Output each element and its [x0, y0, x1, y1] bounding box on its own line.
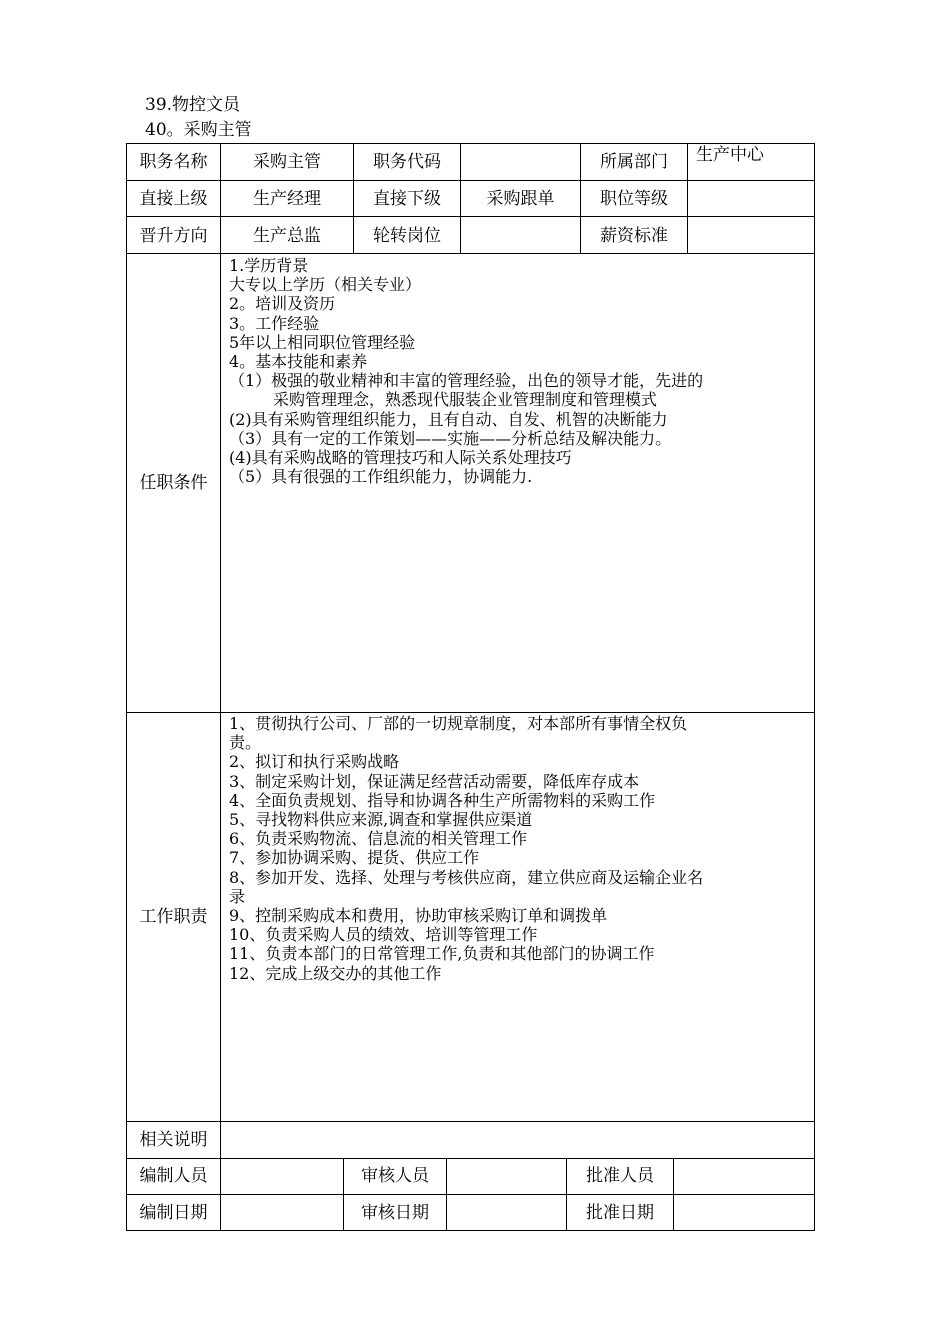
label-approved-date: 批准日期 [586, 1203, 654, 1223]
label-job-code: 职务代码 [373, 152, 441, 172]
row-divider [126, 1194, 815, 1195]
qualification-line: 4。基本技能和素养 [229, 352, 368, 372]
qualification-line: （1）极强的敬业精神和丰富的管理经验，出色的领导才能，先进的 [229, 371, 704, 391]
duty-line: 2、拟订和执行采购战略 [229, 752, 400, 772]
row-divider [126, 712, 815, 713]
label-job-grade: 职位等级 [600, 189, 668, 209]
duty-line: 11、负责本部门的日常管理工作,负责和其他部门的协调工作 [229, 944, 655, 964]
label-direct-superior: 直接上级 [139, 189, 208, 209]
duty-line: 5、寻找物料供应来源,调查和掌握供应渠道 [229, 810, 533, 830]
label-duties: 工作职责 [139, 907, 208, 927]
qualification-line: （3）具有一定的工作策划——实施——分析总结及解决能力。 [229, 428, 672, 448]
row-divider [126, 216, 815, 217]
duty-line: 录 [229, 886, 246, 906]
label-prepared-by: 编制人员 [139, 1166, 208, 1186]
label-promotion-path: 晋升方向 [139, 226, 208, 246]
section-heading-prev: 39.物控文员 [145, 95, 241, 115]
row-divider [126, 180, 815, 181]
qualification-line: 3。工作经验 [229, 313, 320, 333]
label-reviewed-date: 审核日期 [361, 1203, 429, 1223]
value-direct-superior: 生产经理 [253, 189, 321, 209]
row-divider [126, 1121, 815, 1122]
duties-text [229, 714, 814, 983]
duty-line: 1、贯彻执行公司、厂部的一切规章制度，对本部所有事情全权负 [229, 714, 688, 733]
duty-line: 9、控制采购成本和费用，协助审核采购订单和调拨单 [229, 906, 608, 926]
label-notes: 相关说明 [139, 1130, 208, 1150]
value-department: 生产中心 [696, 145, 764, 165]
value-direct-subordinate: 采购跟单 [486, 189, 555, 209]
qualification-line: 2。培训及资历 [229, 294, 336, 314]
qualification-line: (4)具有采购战略的管理技巧和人际关系处理技巧 [229, 448, 572, 468]
col-divider [687, 143, 688, 253]
qualification-line: 大专以上学历（相关专业） [229, 275, 422, 295]
label-job-title: 职务名称 [139, 152, 208, 172]
section-heading-current: 40。采购主管 [145, 120, 252, 140]
qualification-line: 5年以上相同职位管理经验 [229, 332, 416, 352]
qualification-line: 采购管理理念，熟悉现代服装企业管理制度和管理模式 [273, 390, 658, 410]
row-divider [126, 253, 815, 254]
label-approved-by: 批准人员 [586, 1166, 654, 1186]
col-divider [220, 143, 221, 1231]
value-job-title: 采购主管 [253, 152, 321, 172]
row-divider [126, 1158, 815, 1159]
duty-line: 6、负责采购物流、信息流的相关管理工作 [229, 829, 528, 849]
col-divider [446, 1158, 447, 1231]
label-rotation-post: 轮转岗位 [373, 226, 441, 246]
duty-line: 责。 [229, 733, 262, 753]
value-promotion-path: 生产总监 [253, 226, 321, 246]
label-qualifications: 任职条件 [139, 473, 208, 493]
qualification-line: (2)具有采购管理组织能力，且有自动、自发、机智的决断能力 [229, 409, 668, 429]
duty-line: 3、制定采购计划，保证满足经营活动需要，降低库存成本 [229, 771, 640, 791]
duty-line: 10、负责采购人员的绩效、培训等管理工作 [229, 925, 538, 945]
qualification-line: （5）具有很强的工作组织能力，协调能力. [229, 467, 533, 487]
col-divider [673, 1158, 674, 1231]
label-department: 所属部门 [600, 152, 668, 172]
label-salary-standard: 薪资标准 [600, 226, 668, 246]
qualifications-text [229, 256, 814, 486]
label-prepared-date: 编制日期 [139, 1203, 208, 1223]
label-reviewed-by: 审核人员 [361, 1166, 429, 1186]
duty-line: 8、参加开发、选择、处理与考核供应商，建立供应商及运输企业名 [229, 867, 704, 887]
label-direct-subordinate: 直接下级 [373, 189, 441, 209]
qualification-line: 1.学历背景 [229, 256, 309, 275]
duty-line: 12、完成上级交办的其他工作 [229, 963, 442, 983]
duty-line: 4、全面负责规划、指导和协调各种生产所需物料的采购工作 [229, 790, 656, 810]
duty-line: 7、参加协调采购、提货、供应工作 [229, 848, 480, 868]
